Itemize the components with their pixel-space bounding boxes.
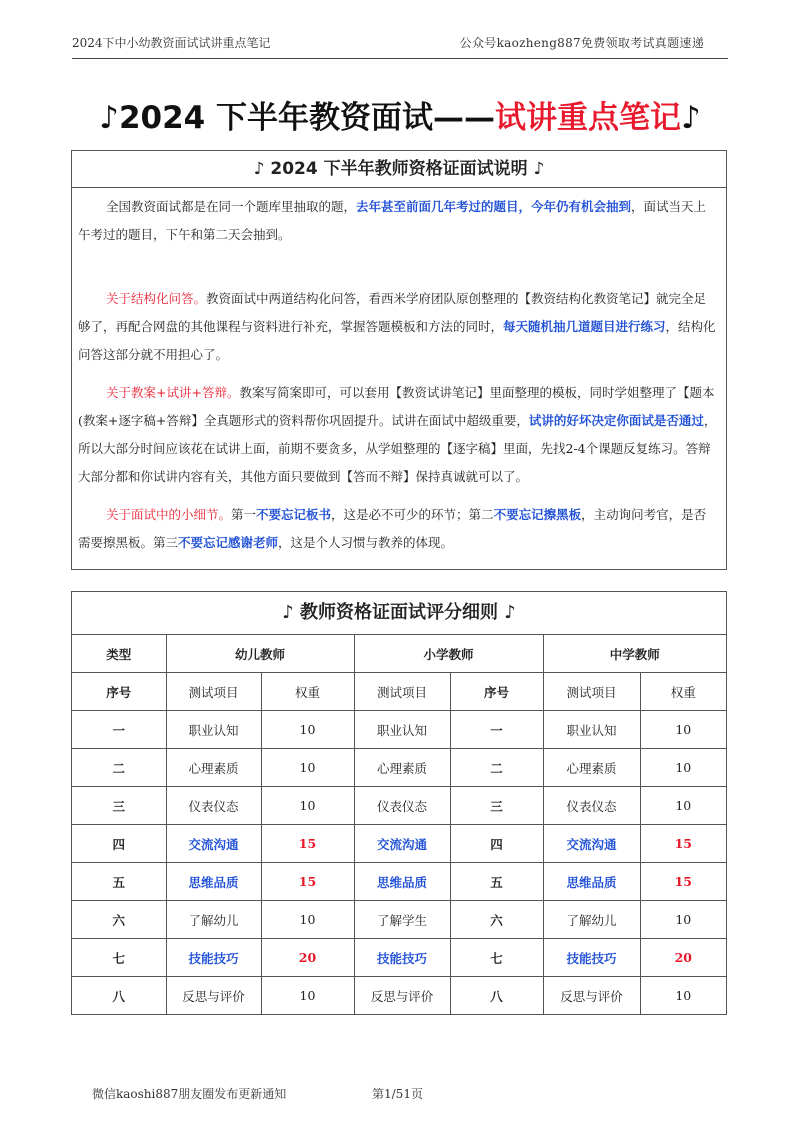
row-weight: 15	[640, 863, 726, 901]
row-weight: 10	[261, 901, 354, 939]
sub-header-cell: 权重	[261, 673, 354, 711]
page-number: 第1/51页	[372, 1087, 423, 1101]
table-row	[72, 825, 726, 863]
row-item: 仪表仪态	[543, 787, 640, 825]
row-seq: 三	[72, 787, 166, 825]
row-item: 思维品质	[543, 863, 640, 901]
row-seq: 八	[72, 977, 166, 1015]
footer-notice: 微信kaoshi887朋友圈发布更新通知	[92, 1087, 287, 1101]
row-item: 了解幼儿	[166, 901, 261, 939]
sub-header-cell: 权重	[640, 673, 726, 711]
row-weight: 10	[640, 711, 726, 749]
table-row	[72, 901, 726, 939]
row-item: 技能技巧	[166, 939, 261, 977]
row-seq: 八	[450, 977, 543, 1015]
row-item: 反思与评价	[166, 977, 261, 1015]
header-left-text: 2024下中小幼教资面试试讲重点笔记	[72, 36, 271, 50]
notice-paragraph-2: 关于结构化问答。教资面试中两道结构化问答，看西米学府团队原创整理的【教资结构化教资笔记】就完全足够了，再配合网盘的其他课程与资料进行补充，掌握答题模板和方法的同时，每天随机抽几道题目进行练习，结构化问答这部分就不用担心了。	[78, 291, 716, 362]
row-weight: 10	[640, 901, 726, 939]
page-title-end: ♪	[681, 100, 701, 136]
row-weight: 15	[640, 825, 726, 863]
row-weight: 10	[640, 977, 726, 1015]
row-seq: 四	[72, 825, 166, 863]
header-divider	[72, 58, 728, 59]
row-item: 心理素质	[543, 749, 640, 787]
row-item: 反思与评价	[354, 977, 450, 1015]
row-item: 反思与评价	[543, 977, 640, 1015]
header-type: 类型	[72, 635, 166, 673]
row-weight: 15	[261, 863, 354, 901]
header-secondary: 中学教师	[543, 635, 726, 673]
row-weight: 15	[261, 825, 354, 863]
row-seq: 五	[450, 863, 543, 901]
row-seq: 七	[450, 939, 543, 977]
row-seq: 七	[72, 939, 166, 977]
table-row	[72, 749, 726, 787]
notice-paragraph-1: 全国教资面试都是在同一个题库里抽取的题，去年甚至前面几年考过的题目，今年仍有机会抽到，面试当天上午考过的题目，下午和第二天会抽到。	[78, 199, 707, 242]
row-seq: 一	[72, 711, 166, 749]
table-row	[72, 939, 726, 977]
notice-paragraph-3: 关于教案+试讲+答辩。教案写简案即可，可以套用【教资试讲笔记】里面整理的模板，同时学姐整理了【题本(教案+逐字稿+答辩】全真题形式的资料帮你巩固提升。试讲在面试中超级重要，试讲的好坏决定你面试是否通过，所以大部分时间应该花在试讲上面，前期不要贪多，从学姐整理的【逐字稿】里面，先找2-4个课题反复练习。答辩大部分都和你试讲内容有关，其他方面只要做到【答而不辩】保持真诚就可以了。	[78, 385, 717, 484]
header-right-text: 公众号kaozheng887免费领取考试真题速递	[459, 36, 704, 50]
scoring-box	[71, 591, 727, 1015]
notice-box	[71, 150, 727, 570]
page-title	[0, 92, 800, 137]
header-kindergarten: 幼儿教师	[166, 635, 354, 673]
row-weight: 10	[261, 787, 354, 825]
row-item: 仪表仪态	[166, 787, 261, 825]
scoring-table	[72, 635, 726, 1014]
row-weight: 20	[261, 939, 354, 977]
sub-header-cell: 序号	[72, 673, 166, 711]
row-item: 心理素质	[166, 749, 261, 787]
row-seq: 五	[72, 863, 166, 901]
row-item: 职业认知	[354, 711, 450, 749]
page-title-black: ♪2024 下半年教资面试——	[99, 100, 496, 136]
row-seq: 一	[450, 711, 543, 749]
group-header-row	[72, 635, 726, 673]
table-row	[72, 787, 726, 825]
row-item: 交流沟通	[543, 825, 640, 863]
table-row	[72, 863, 726, 901]
row-item: 职业认知	[543, 711, 640, 749]
row-item: 心理素质	[354, 749, 450, 787]
row-seq: 四	[450, 825, 543, 863]
header-primary: 小学教师	[354, 635, 543, 673]
row-weight: 10	[261, 977, 354, 1015]
row-item: 交流沟通	[166, 825, 261, 863]
row-item: 职业认知	[166, 711, 261, 749]
row-item: 技能技巧	[543, 939, 640, 977]
row-weight: 20	[640, 939, 726, 977]
table-row	[72, 711, 726, 749]
table-row	[72, 977, 726, 1015]
row-item: 仪表仪态	[354, 787, 450, 825]
row-item: 了解幼儿	[543, 901, 640, 939]
row-seq: 六	[450, 901, 543, 939]
notice-title: ♪ 2024 下半年教师资格证面试说明 ♪	[72, 151, 726, 188]
scoring-title: ♪ 教师资格证面试评分细则 ♪	[72, 592, 726, 635]
row-item: 交流沟通	[354, 825, 450, 863]
notice-paragraph-4: 关于面试中的小细节。第一不要忘记板书，这是必不可少的环节；第二不要忘记擦黑板，主动询问考官，是否需要擦黑板。第三不要忘记感谢老师，这是个人习惯与教养的体现。	[78, 507, 707, 550]
row-item: 了解学生	[354, 901, 450, 939]
page-title-red: 试讲重点笔记	[495, 100, 682, 136]
sub-header-cell: 测试项目	[354, 673, 450, 711]
row-weight: 10	[640, 787, 726, 825]
sub-header-cell: 序号	[450, 673, 543, 711]
row-seq: 二	[72, 749, 166, 787]
row-item: 思维品质	[354, 863, 450, 901]
row-item: 技能技巧	[354, 939, 450, 977]
row-seq: 三	[450, 787, 543, 825]
row-seq: 六	[72, 901, 166, 939]
sub-header-cell: 测试项目	[543, 673, 640, 711]
row-weight: 10	[640, 749, 726, 787]
sub-header-cell: 测试项目	[166, 673, 261, 711]
row-seq: 二	[450, 749, 543, 787]
row-item: 思维品质	[166, 863, 261, 901]
row-weight: 10	[261, 711, 354, 749]
row-weight: 10	[261, 749, 354, 787]
sub-header-row	[72, 673, 726, 711]
